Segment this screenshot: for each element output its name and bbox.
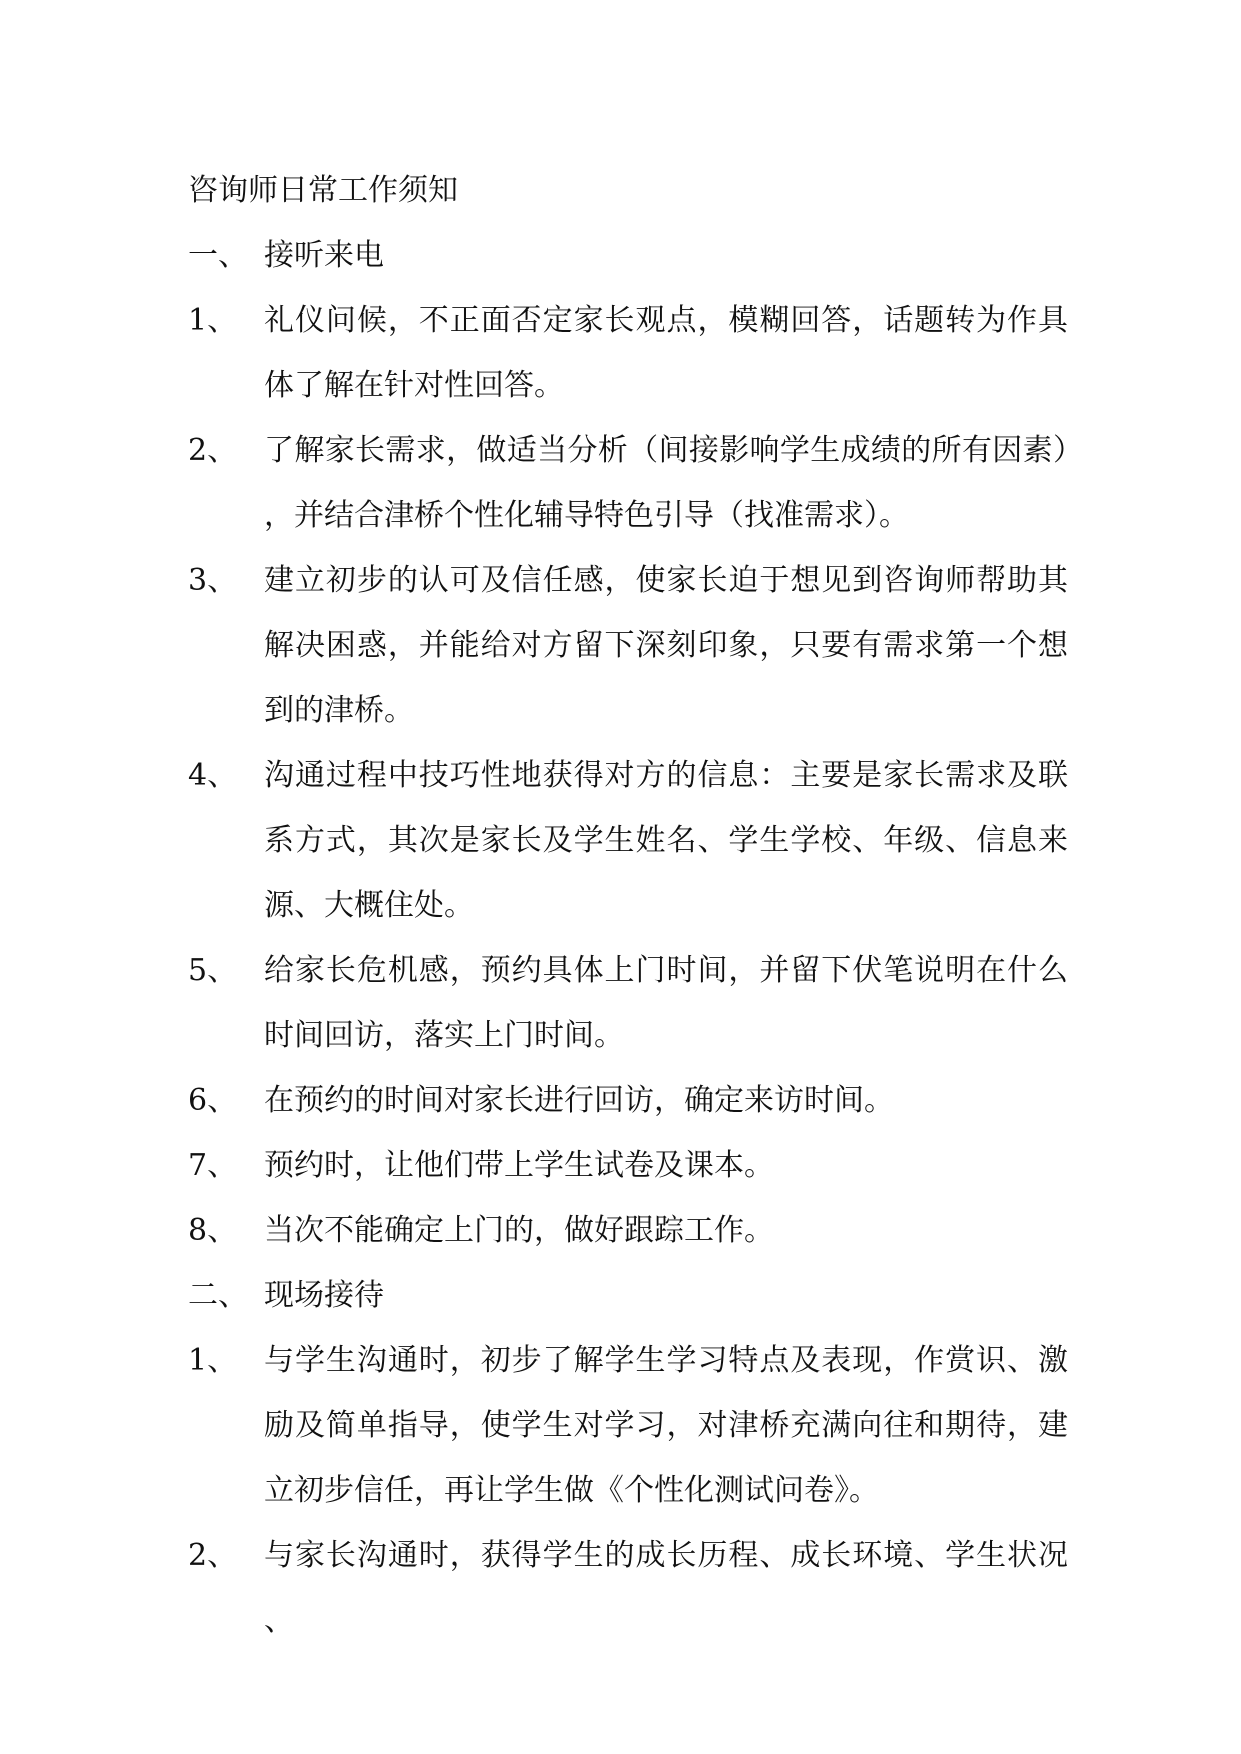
list-item [188, 288, 1068, 418]
document-body [188, 158, 1068, 1653]
document-title: 咨询师日常工作须知 [188, 173, 458, 208]
item-text: 与学生沟通时，初步了解学生学习特点及表现，作赏识、激励及简单指导，使学生对学习，对津桥充满向往和期待，建立初步信任，再让学生做《个性化测试问卷》。 [264, 1343, 1068, 1508]
item-number: 3、 [188, 563, 238, 598]
item-number: 8、 [188, 1213, 238, 1248]
item-text: 建立初步的认可及信任感，使家长迫于想见到咨询师帮助其解决困惑，并能给对方留下深刻印象，只要有需求第一个想到的津桥。 [264, 563, 1068, 728]
item-number: 7、 [188, 1148, 238, 1183]
item-number: 5、 [188, 953, 238, 988]
item-number: 6、 [188, 1083, 238, 1118]
item-text: 与家长沟通时，获得学生的成长历程、成长环境、学生状况、 [264, 1538, 1068, 1638]
list-item [188, 1068, 1068, 1133]
item-text: 给家长危机感，预约具体上门时间，并留下伏笔说明在什么时间回访，落实上门时间。 [264, 953, 1068, 1053]
list-item [188, 938, 1068, 1068]
item-text: 现场接待 [264, 1278, 384, 1313]
list-item [188, 1328, 1068, 1523]
item-number: 二、 [188, 1278, 248, 1313]
list-item [188, 548, 1068, 743]
item-text: 在预约的时间对家长进行回访，确定来访时间。 [264, 1083, 894, 1118]
list-item [188, 1263, 1068, 1328]
list-item [188, 418, 1068, 548]
item-number: 一、 [188, 238, 248, 273]
list-item [188, 1198, 1068, 1263]
list-item [188, 743, 1068, 938]
item-text: 当次不能确定上门的，做好跟踪工作。 [264, 1213, 774, 1248]
list-item [188, 1133, 1068, 1198]
item-number: 4、 [188, 758, 238, 793]
list-item [188, 1523, 1068, 1653]
item-number: 1、 [188, 303, 238, 338]
item-number: 2、 [188, 1538, 238, 1573]
item-text: 沟通过程中技巧性地获得对方的信息：主要是家长需求及联系方式，其次是家长及学生姓名、学生学校、年级、信息来源、大概住处。 [264, 758, 1068, 923]
item-number: 2、 [188, 433, 238, 468]
item-text: 了解家长需求，做适当分析（间接影响学生成绩的所有因素），并结合津桥个性化辅导特色引导（找准需求）。 [264, 433, 1068, 533]
item-list [188, 223, 1068, 1653]
list-item [188, 223, 1068, 288]
item-number: 1、 [188, 1343, 238, 1378]
item-text: 接听来电 [264, 238, 384, 273]
item-text: 预约时，让他们带上学生试卷及课本。 [264, 1148, 774, 1183]
item-text: 礼仪问候，不正面否定家长观点，模糊回答，话题转为作具体了解在针对性回答。 [264, 303, 1068, 403]
